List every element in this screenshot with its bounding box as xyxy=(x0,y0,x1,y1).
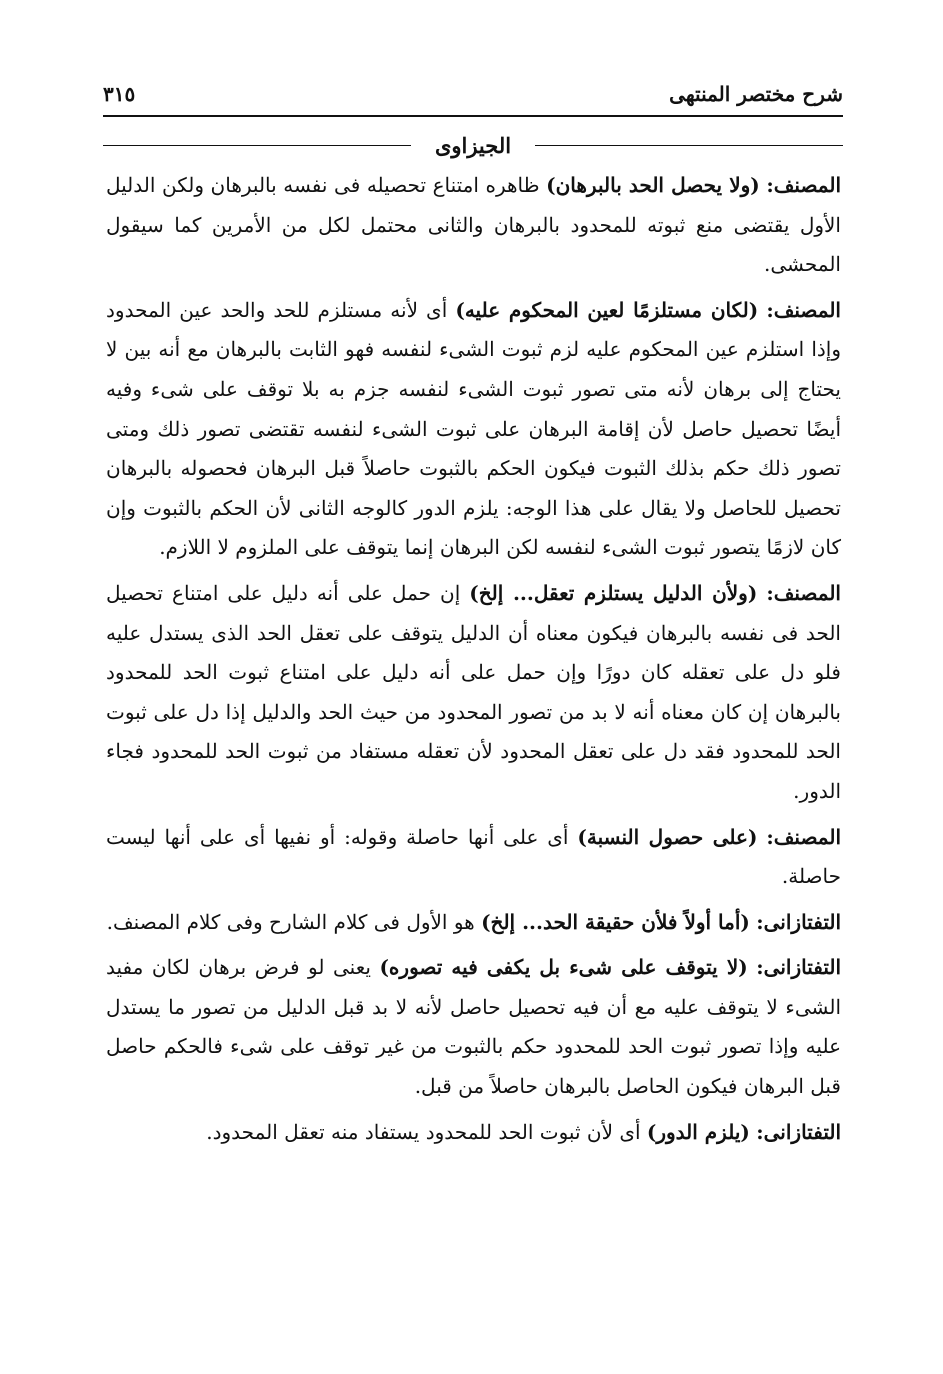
quoted-text: (لكان مستلزمًا لعين المحكوم عليه) xyxy=(455,297,759,322)
commentary-body xyxy=(106,166,841,1158)
speaker-label: المصنف: xyxy=(766,297,841,322)
paragraph xyxy=(106,291,841,568)
speaker-label: التفتازانى: xyxy=(756,909,841,934)
speaker-label: التفتازانى: xyxy=(756,1119,841,1144)
paragraph xyxy=(106,948,841,1106)
quoted-text: (أما أولاً فلأن حقيقة الحد... إلخ) xyxy=(481,909,750,934)
paragraph xyxy=(106,903,841,943)
paragraph-body: أى لأن ثبوت الحد للمحدود يستفاد منه تعقل المحدود. xyxy=(206,1119,641,1144)
speaker-label: المصنف: xyxy=(766,824,842,849)
paragraph-body: إن حمل على أنه دليل على امتناع تحصيل الحد فى نفسه بالبرهان فيكون معناه أن الدليل يتوقف على تعقل الحد الذى يستدل عليه فلو دل على تعقله كان دورًا وإن حمل على أنه دليل على امتناع ثبوت الحد للمحدود بالبرهان إن كان معناه أنه لا بد من تصور المحدود من حيث الحد والدليل إذا دل على ثبوت الحد للمحدود فقد دل على تعقل المحدود لأن تعقله مستفاد من ثبوت الحد للمحدود فجاء الدور. xyxy=(106,580,841,803)
section-title: الجيزاوى xyxy=(434,132,512,158)
quoted-text: (يلزم الدور) xyxy=(646,1119,750,1144)
paragraph-body: أى على أنها حاصلة وقوله: أو نفيها أى على أنها ليست حاصلة. xyxy=(106,824,841,889)
quoted-text: (لا يتوقف على شىء بل يكفى فيه تصوره) xyxy=(379,955,748,980)
quoted-text: (ولأن الدليل يستلزم تعقل... إلخ) xyxy=(469,580,758,605)
running-title: شرح مختصر المنتهى xyxy=(669,82,843,106)
quoted-text: (ولا يحصل الحد بالبرهان) xyxy=(546,173,760,197)
paragraph xyxy=(106,1113,841,1153)
paragraph-body: ظاهره امتناع تحصيله فى نفسه بالبرهان ولكن الدليل الأول يقتضى منع ثبوته للمحدود بالبرهان والثانى محتمل لكل من الأمرين كما سيقول المحشى. xyxy=(106,173,841,277)
paragraph-body: أى لأنه مستلزم للحد والحد عين المحدود وإذا استلزم عين المحكوم عليه لزم ثبوت الشىء لنفسه فهو الثابت بالبرهان مع أنه بين لا يحتاج إلى برهان لأنه متى تصور ثبوت الشىء لنفسه جزم به بلا توقف على شىء وفيه أيضًا تحصيل حاصل لأن إقامة البرهان على ثبوت الشىء لنفسه تقتضى تصور ذلك ومتى تصور ذلك حكم بذلك الثبوت فيكون الحكم بالثبوت حاصلاً قبل البرهان فحصوله بالبرهان تحصيل للحاصل ولا يقال على هذا الوجه: يلزم الدور كالوجه الثانى لأن الحكم بالثبوت وإن كان لازمًا يتصور ثبوت الشىء لنفسه لكن البرهان إنما يتوقف على الملزوم لا اللازم. xyxy=(106,297,841,560)
paragraph xyxy=(106,818,841,897)
header-rule xyxy=(103,115,843,117)
paragraph-body: هو الأول فى كلام الشارح وفى كلام المصنف. xyxy=(106,909,475,934)
quoted-text: (على حصول النسبة) xyxy=(577,824,758,849)
page-header xyxy=(103,78,843,114)
speaker-label: المصنف: xyxy=(766,580,841,605)
heading-rule-right xyxy=(535,145,843,146)
section-heading xyxy=(103,128,843,162)
heading-rule-left xyxy=(103,145,411,146)
paragraph xyxy=(106,166,841,285)
speaker-label: المصنف: xyxy=(766,173,842,197)
paragraph-body: يعنى لو فرض برهان لكان مفيد الشىء لا يتوقف عليه مع أن فيه تحصيل حاصل لأنه لا بد قبل الدليل من تصور ما يستدل عليه وإذا تصور ثبوت الحد للمحدود حكم بالثبوت من غير توقف على شىء فالحكم حاصل قبل البرهان فيكون الحاصل بالبرهان حاصلاً من قبل. xyxy=(106,955,842,1099)
paragraph xyxy=(106,574,841,812)
page-number: ٣١٥ xyxy=(103,82,136,106)
speaker-label: التفتازانى: xyxy=(756,955,842,980)
